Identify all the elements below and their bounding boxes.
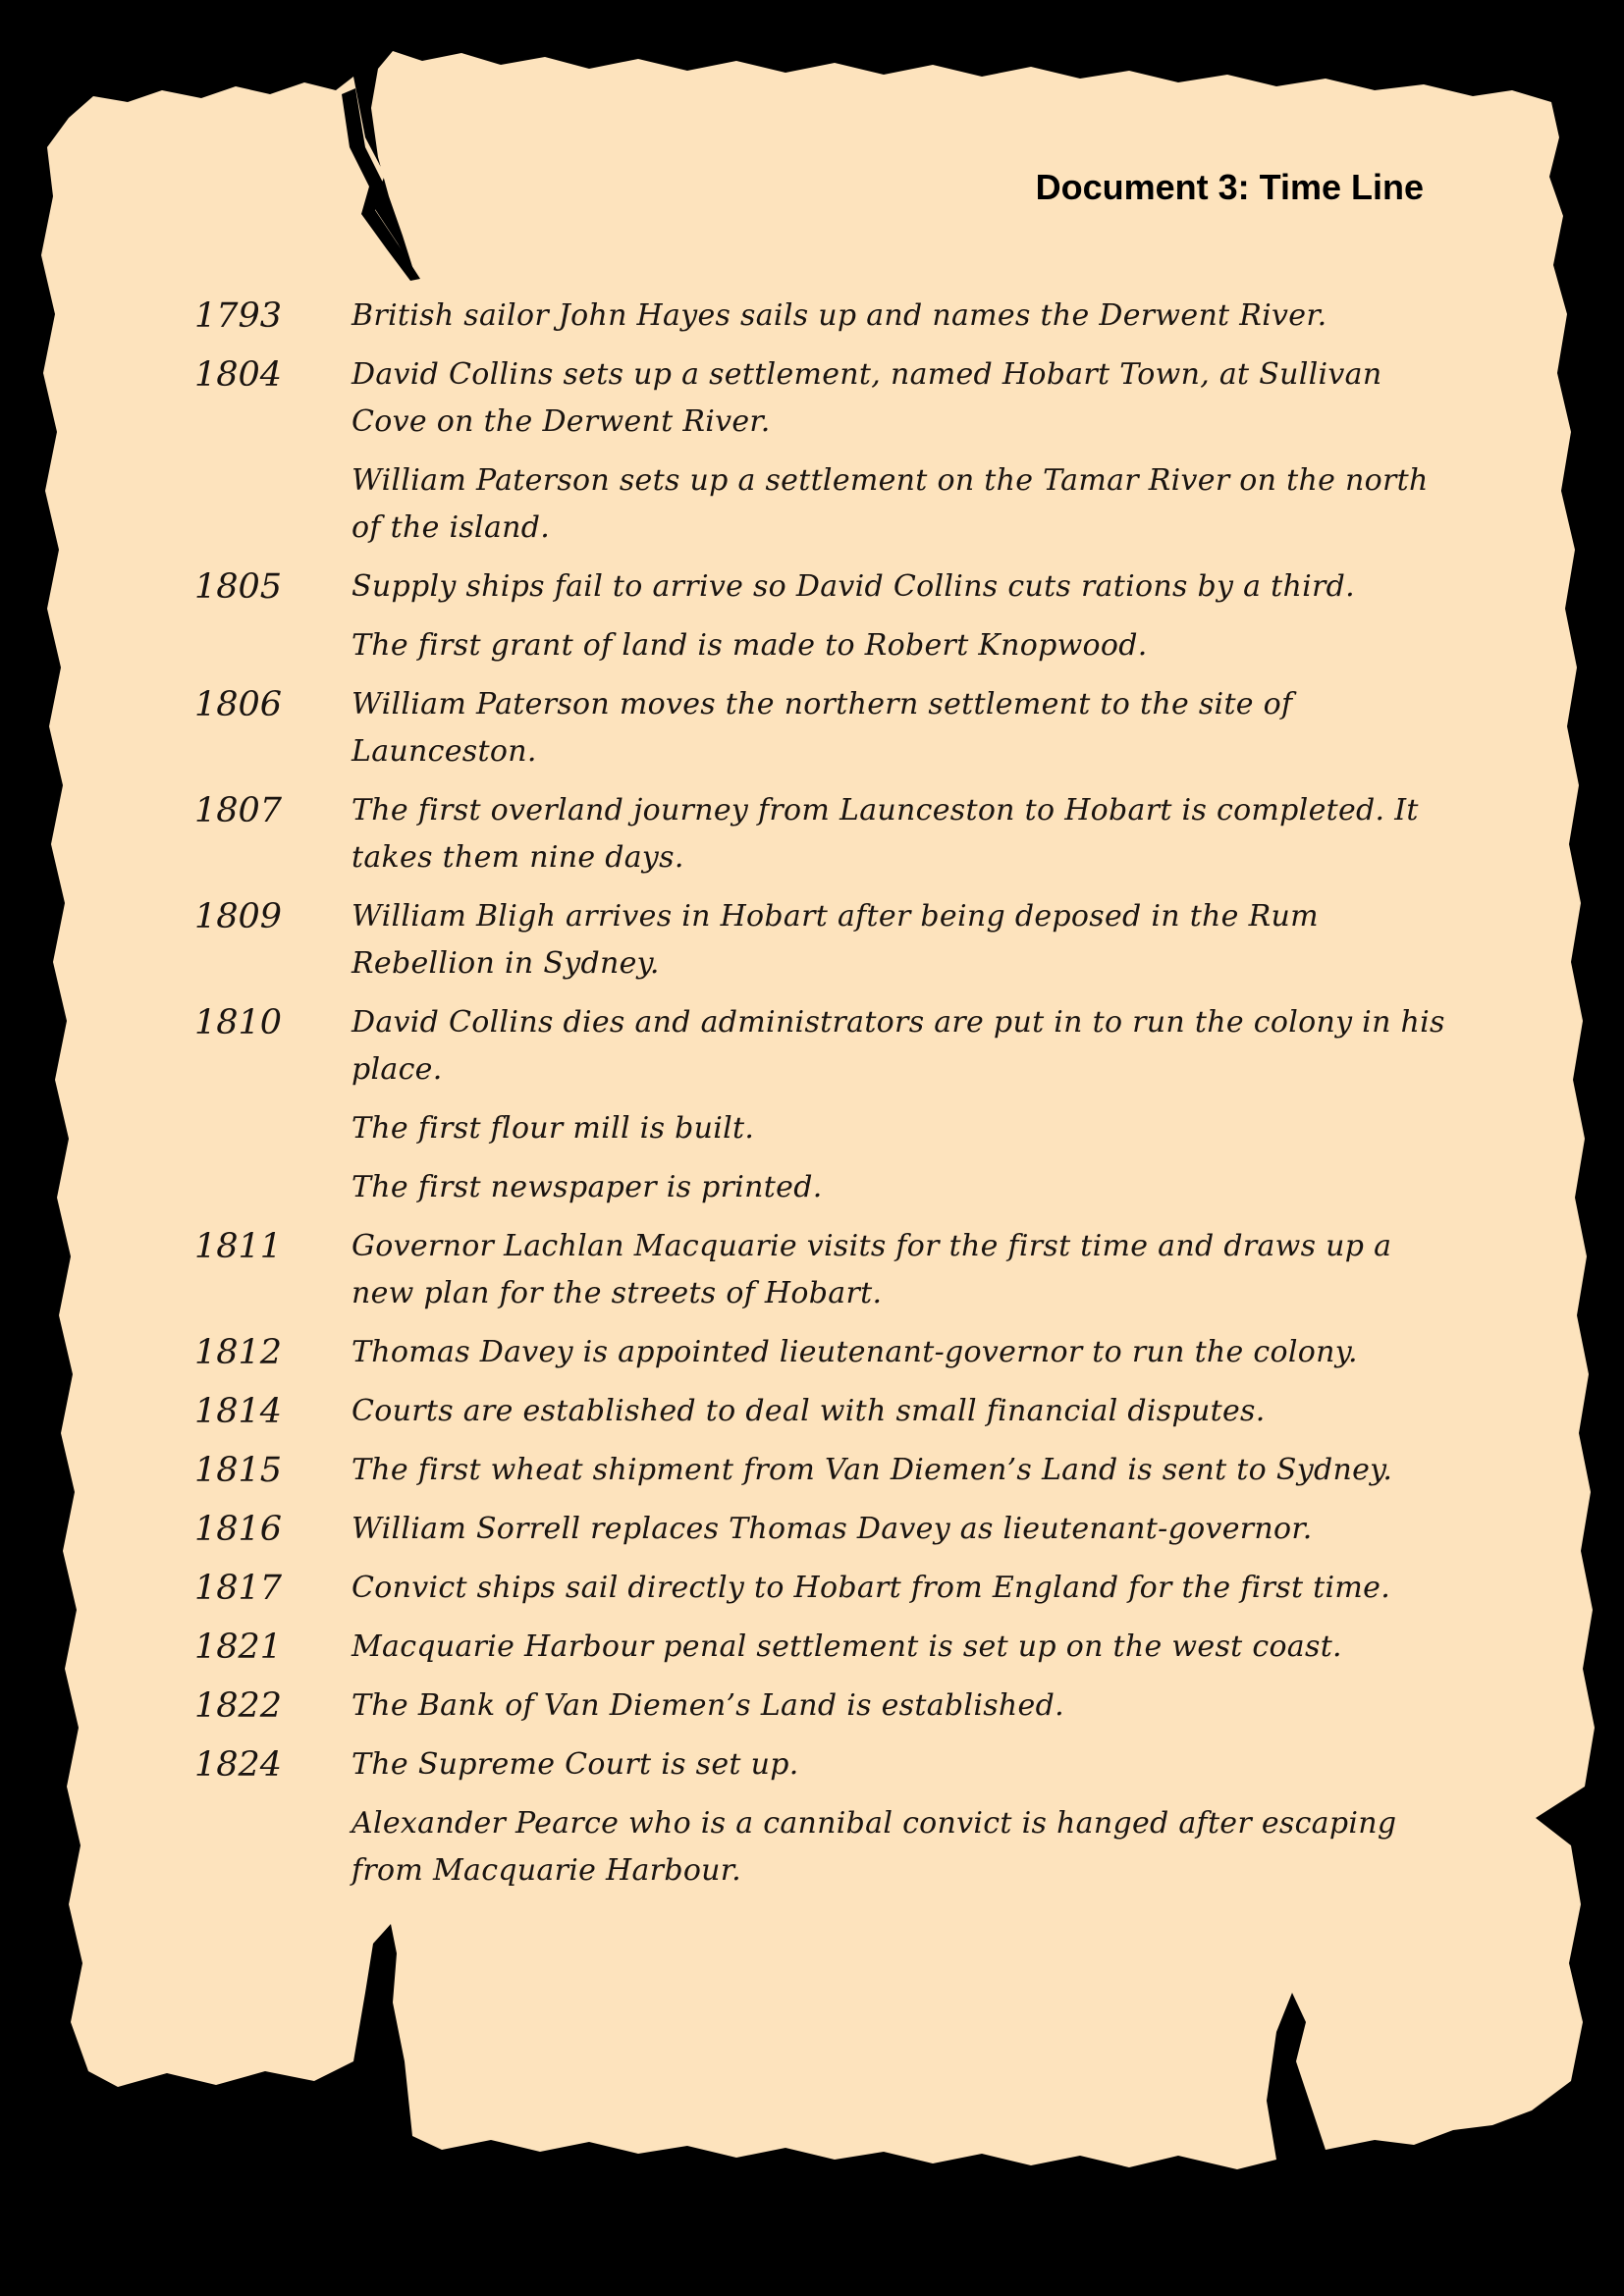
entry-year: 1824 <box>194 1745 283 1785</box>
timeline-entry <box>194 1388 1461 1435</box>
entry-year: 1805 <box>194 567 283 607</box>
timeline-entry <box>194 787 1461 881</box>
timeline-entry <box>194 1164 1461 1211</box>
timeline-entry <box>194 457 1461 552</box>
entry-text: David Collins sets up a settlement, named Hobart Town, at Sullivan Cove on the Derwent River. <box>352 357 1382 439</box>
timeline-entry <box>194 999 1461 1094</box>
timeline-entry <box>194 622 1461 669</box>
entry-text: The first newspaper is printed. <box>352 1170 823 1204</box>
entry-text: David Collins dies and administrators are put in to run the colony in his place. <box>352 1005 1445 1087</box>
entry-year: 1812 <box>194 1333 283 1372</box>
timeline-entry <box>194 293 1461 340</box>
entry-text: The first flour mill is built. <box>352 1111 755 1146</box>
timeline-entry <box>194 1800 1461 1895</box>
timeline-entry <box>194 1223 1461 1317</box>
entry-year: 1804 <box>194 355 283 395</box>
entry-year: 1810 <box>194 1003 283 1042</box>
entry-text: Alexander Pearce who is a cannibal convict is hanged after escaping from Macquarie Harbour. <box>352 1806 1397 1888</box>
timeline-entry <box>194 563 1461 611</box>
entry-text: Convict ships sail directly to Hobart from England for the first time. <box>352 1571 1391 1605</box>
entry-text: Macquarie Harbour penal settlement is set up on the west coast. <box>352 1629 1342 1664</box>
entry-year: 1815 <box>194 1451 283 1490</box>
timeline-entry <box>194 1565 1461 1612</box>
entry-text: The first wheat shipment from Van Diemen’s Land is sent to Sydney. <box>352 1453 1393 1487</box>
entry-year: 1814 <box>194 1392 283 1431</box>
entry-year: 1811 <box>194 1227 283 1266</box>
timeline-entry <box>194 351 1461 446</box>
entry-text: William Sorrell replaces Thomas Davey as lieutenant-governor. <box>352 1512 1313 1546</box>
entry-year: 1806 <box>194 685 283 724</box>
entry-text: Thomas Davey is appointed lieutenant-governor to run the colony. <box>352 1335 1358 1369</box>
timeline-entry <box>194 1624 1461 1671</box>
entry-year: 1822 <box>194 1686 283 1726</box>
entry-year: 1793 <box>194 296 283 336</box>
entry-text: Governor Lachlan Macquarie visits for the first time and draws up a new plan for the streets of Hobart. <box>352 1229 1392 1310</box>
entry-text: British sailor John Hayes sails up and names the Derwent River. <box>352 298 1327 333</box>
entry-text: William Bligh arrives in Hobart after being deposed in the Rum Rebellion in Sydney. <box>352 899 1319 981</box>
entry-year: 1817 <box>194 1569 283 1608</box>
entry-year: 1821 <box>194 1628 283 1667</box>
timeline-entry <box>194 1682 1461 1730</box>
page-title: Document 3: Time Line <box>1035 167 1424 207</box>
timeline-list <box>194 293 1461 1906</box>
entry-text: Courts are established to deal with small financial disputes. <box>352 1394 1266 1428</box>
entry-year: 1807 <box>194 791 283 830</box>
entry-text: The Supreme Court is set up. <box>352 1747 799 1782</box>
timeline-entry <box>194 1105 1461 1152</box>
timeline-entry <box>194 1506 1461 1553</box>
entry-text: The first grant of land is made to Robert Knopwood. <box>352 628 1148 663</box>
entry-text: The Bank of Van Diemen’s Land is established. <box>352 1688 1064 1723</box>
timeline-entry <box>194 1741 1461 1789</box>
entry-text: William Paterson sets up a settlement on the Tamar River on the north of the island. <box>352 463 1429 545</box>
entry-year: 1809 <box>194 897 283 936</box>
entry-text: Supply ships fail to arrive so David Collins cuts rations by a third. <box>352 569 1356 604</box>
timeline-entry <box>194 1447 1461 1494</box>
timeline-entry <box>194 893 1461 988</box>
entry-text: William Paterson moves the northern settlement to the site of Launceston. <box>352 687 1293 769</box>
timeline-entry <box>194 1329 1461 1376</box>
entry-text: The first overland journey from Launceston to Hobart is completed. It takes them nine days. <box>352 793 1419 875</box>
entry-year: 1816 <box>194 1510 283 1549</box>
timeline-entry <box>194 681 1461 775</box>
